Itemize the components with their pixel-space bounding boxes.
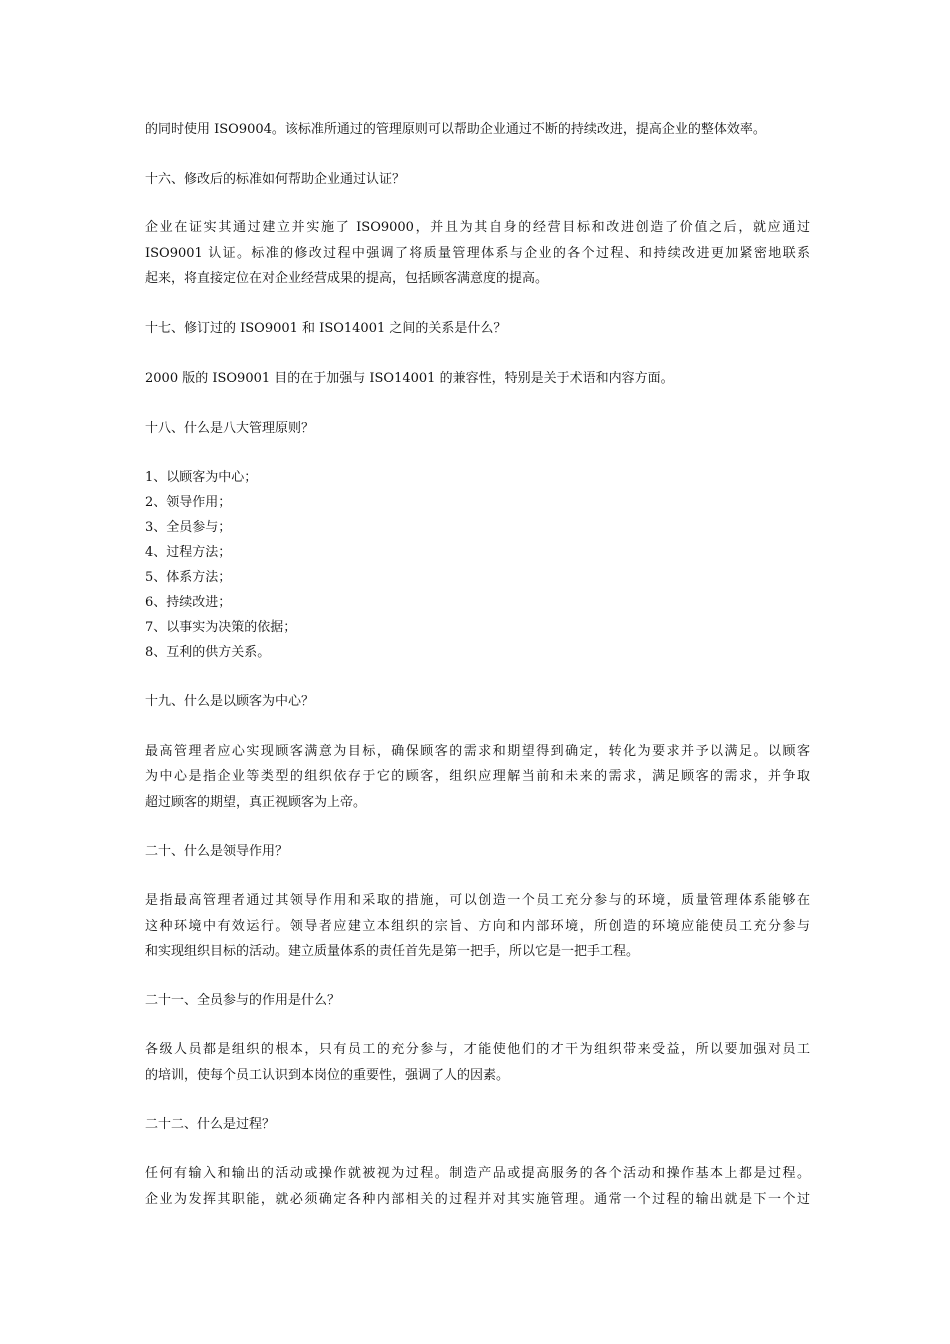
question-heading: 二十、什么是领导作用？ xyxy=(145,844,289,859)
paragraph-line: 企业在证实其通过建立并实施了 ISO9000，并且为其自身的经营目标和改进创造了价值之后，就应通过 xyxy=(145,220,810,235)
list-item: 7、以事实为决策的依据； xyxy=(145,620,297,635)
question-heading: 二十一、全员参与的作用是什么？ xyxy=(145,993,341,1008)
question-heading: 十六、修改后的标准如何帮助企业通过认证？ xyxy=(145,172,406,187)
paragraph-line: ISO9001 认证。标准的修改过程中强调了将质量管理体系与企业的各个过程、和持续改进更加紧密地联系 xyxy=(145,246,810,261)
list-item: 2、领导作用； xyxy=(145,495,232,510)
paragraph-line: 这种环境中有效运行。领导者应建立本组织的宗旨、方向和内部环境，所创造的环境应能使员工充分参与 xyxy=(145,919,810,934)
question-heading: 十九、什么是以顾客为中心？ xyxy=(145,694,315,709)
paragraph-line: 超过顾客的期望，真正视顾客为上帝。 xyxy=(145,795,367,810)
list-item: 8、互利的供方关系。 xyxy=(145,645,271,660)
paragraph-line: 各级人员都是组织的根本，只有员工的充分参与，才能使他们的才干为组织带来受益，所以要加强对员工 xyxy=(145,1042,810,1057)
paragraph-line: 为中心是指企业等类型的组织依存于它的顾客，组织应理解当前和未来的需求，满足顾客的需求，并争取 xyxy=(145,769,810,784)
paragraph-line: 2000 版的 ISO9001 目的在于加强与 ISO14001 的兼容性，特别是关于术语和内容方面。 xyxy=(145,371,674,386)
list-item: 1、以顾客为中心； xyxy=(145,470,258,485)
list-item: 4、过程方法； xyxy=(145,545,232,560)
paragraph-line: 和实现组织目标的活动。建立质量体系的责任首先是第一把手，所以它是一把手工程。 xyxy=(145,944,640,959)
paragraph-line: 企业为发挥其职能，就必须确定各种内部相关的过程并对其实施管理。通常一个过程的输出就是下一个过 xyxy=(145,1192,810,1207)
paragraph-line: 的同时使用 ISO9004。该标准所通过的管理原则可以帮助企业通过不断的持续改进，提高企业的整体效率。 xyxy=(145,122,766,137)
paragraph-line: 是指最高管理者通过其领导作用和采取的措施，可以创造一个员工充分参与的环境，质量管理体系能够在 xyxy=(145,893,810,908)
question-heading: 十七、修订过的 ISO9001 和 ISO14001 之间的关系是什么？ xyxy=(145,321,507,336)
question-heading: 十八、什么是八大管理原则？ xyxy=(145,421,315,436)
paragraph-line: 起来，将直接定位在对企业经营成果的提高，包括顾客满意度的提高。 xyxy=(145,271,549,286)
paragraph-line: 的培训，使每个员工认识到本岗位的重要性，强调了人的因素。 xyxy=(145,1068,510,1083)
paragraph-line: 任何有输入和输出的活动或操作就被视为过程。制造产品或提高服务的各个活动和操作基本上都是过程。 xyxy=(145,1166,810,1181)
list-item: 5、体系方法； xyxy=(145,570,232,585)
list-item: 6、持续改进； xyxy=(145,595,232,610)
question-heading: 二十二、什么是过程？ xyxy=(145,1117,276,1132)
list-item: 3、全员参与； xyxy=(145,520,232,535)
paragraph-line: 最高管理者应心实现顾客满意为目标，确保顾客的需求和期望得到确定，转化为要求并予以满足。以顾客 xyxy=(145,744,810,759)
